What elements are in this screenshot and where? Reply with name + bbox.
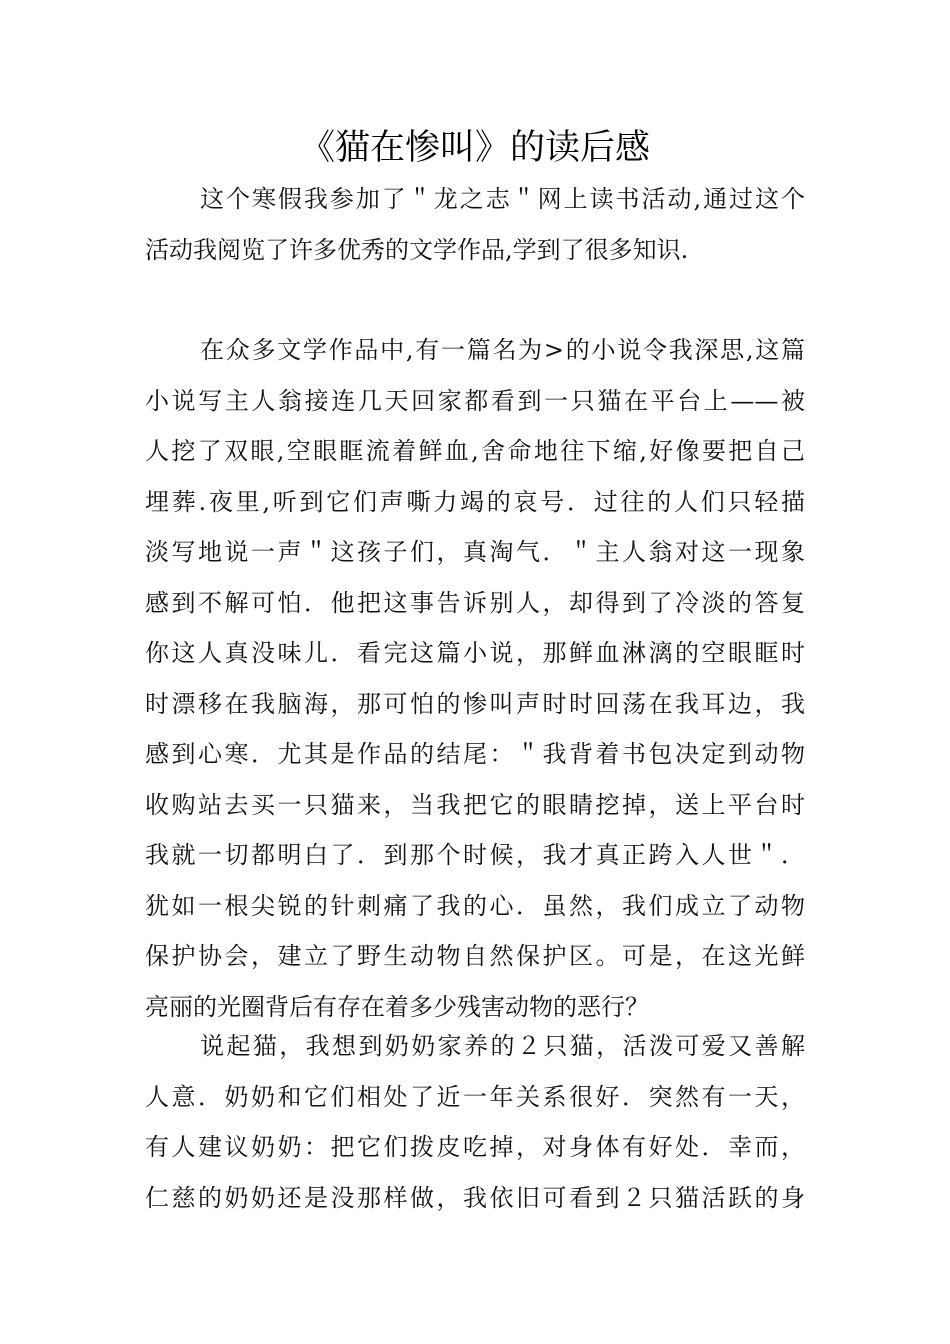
text-line: 感到心寒．尤其是作品的结尾：＂我背着书包决定到动物 <box>145 740 805 768</box>
text-line: 小说写主人翁接连几天回家都看到一只猫在平台上——被 <box>145 386 805 415</box>
document-title: 《猫在惨叫》的读后感 <box>299 128 650 168</box>
text-line: 感到不解可怕．他把这事告诉别人，却得到了冷淡的答复 <box>145 588 805 617</box>
text-line: 活动我阅览了许多优秀的文学作品,学到了很多知识. <box>145 235 689 264</box>
text-line: 收购站去买一只猫来，当我把它的眼睛挖掉，送上平台时 <box>145 790 805 819</box>
text-line: 人挖了双眼,空眼眶流着鲜血,舍命地往下缩,好像要把自己 <box>145 437 805 465</box>
text-line: 时漂移在我脑海，那可怕的惨叫声时时回荡在我耳边，我 <box>145 689 805 718</box>
text-line: 犹如一根尖锐的针刺痛了我的心．虽然，我们成立了动物 <box>145 891 805 920</box>
text-line: 淡写地说一声＂这孩子们，真淘气．＂主人翁对这一现象 <box>145 538 805 566</box>
text-line: 埋葬.夜里,听到它们声嘶力竭的哀号．过往的人们只轻描 <box>145 487 805 516</box>
paragraph-novel-summary <box>145 325 805 1032</box>
text-line: 说起猫，我想到奶奶家养的２只猫，活泼可爱又善解 <box>200 1032 805 1060</box>
paragraph-grandma-cats <box>145 1021 805 1223</box>
text-line: 仁慈的奶奶还是没那样做，我依旧可看到２只猫活跃的身 <box>145 1183 805 1212</box>
text-line: 保护协会，建立了野生动物自然保护区。可是，在这光鲜 <box>145 942 805 970</box>
text-line: 在众多文学作品中,有一篇名为>的小说令我深思,这篇 <box>200 336 805 364</box>
text-line: 你这人真没味儿．看完这篇小说，那鲜血淋漓的空眼眶时 <box>145 639 805 667</box>
text-line: 亮丽的光圈背后有存在着多少残害动物的恶行？ <box>145 992 649 1021</box>
text-line: 这个寒假我参加了＂龙之志＂网上读书活动,通过这个 <box>200 185 805 213</box>
text-line: 有人建议奶奶：把它们拨皮吃掉，对身体有好处．幸而， <box>145 1133 805 1161</box>
text-line: 人意．奶奶和它们相处了近一年关系很好．突然有一天， <box>145 1082 805 1111</box>
text-line: 我就一切都明白了．到那个时候，我才真正跨入人世＂． <box>145 841 805 869</box>
paragraph-intro <box>145 174 805 275</box>
